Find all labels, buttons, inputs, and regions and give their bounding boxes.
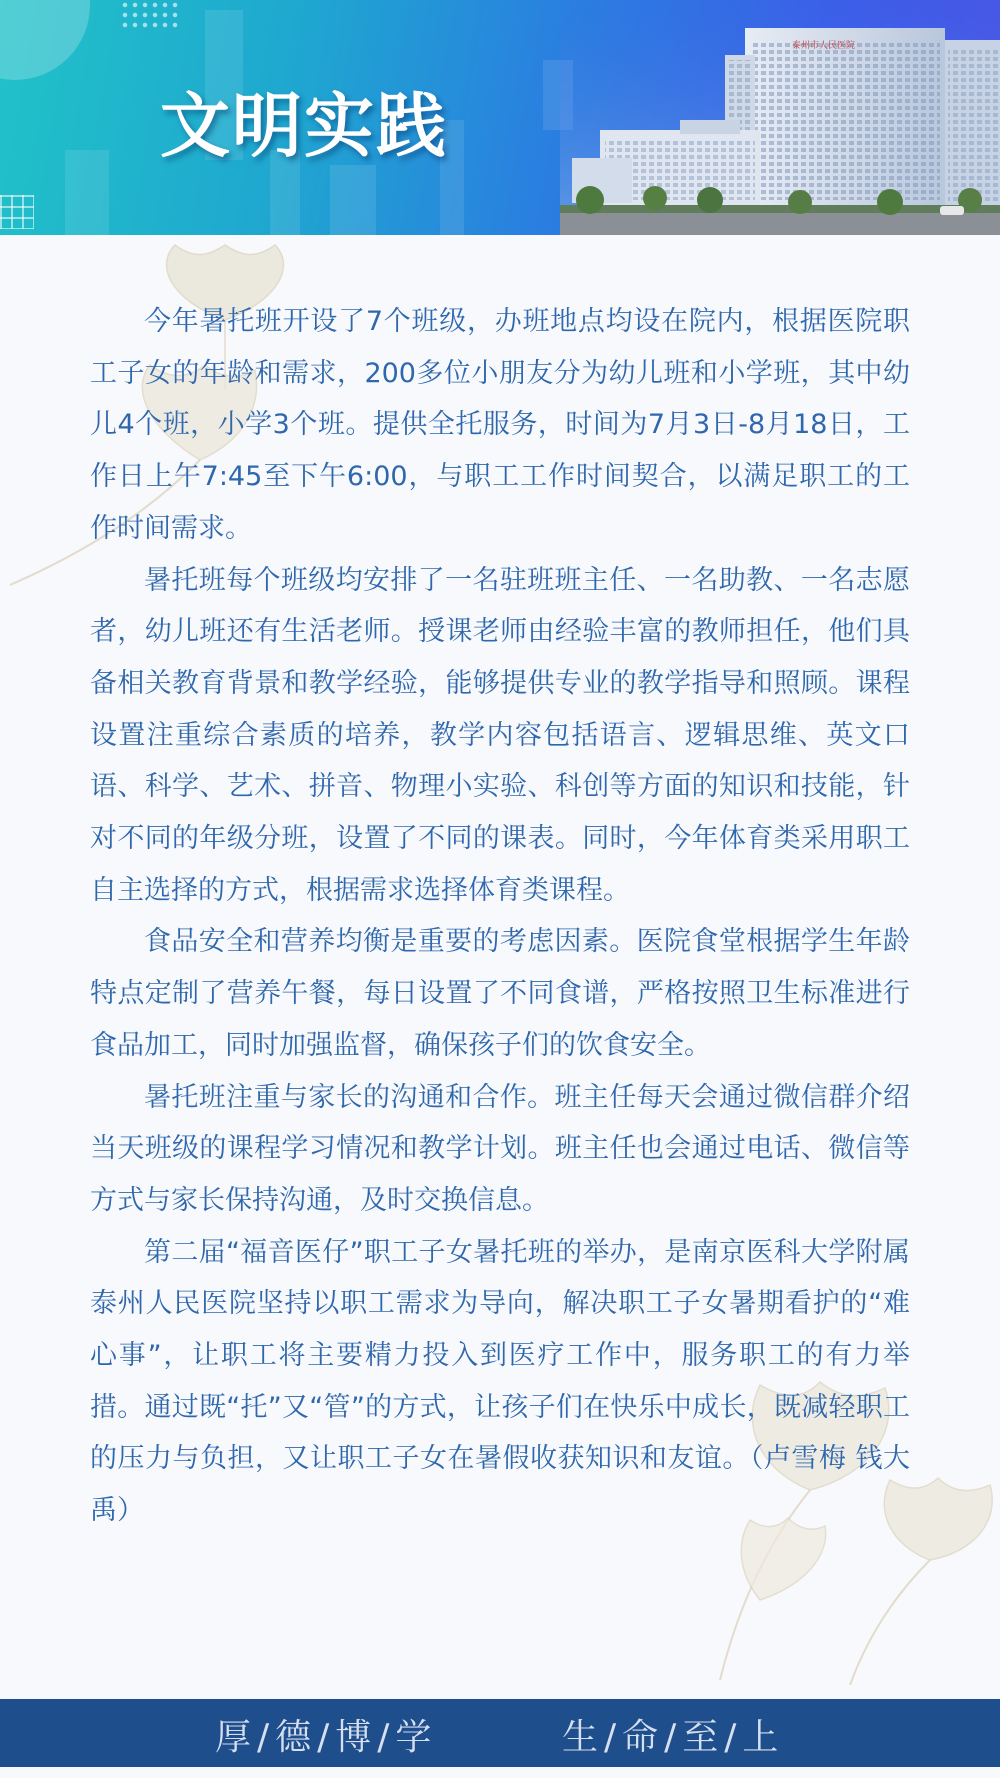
article-paragraph: 暑托班每个班级均安排了一名驻班班主任、一名助教、一名志愿者，幼儿班还有生活老师。授课老师由经验丰富的教师担任，他们具备相关教育背景和教学经验，能够提供专业的教学指导和照顾。课程设置注重综合素质的培养，教学内容包括语言、逻辑思维、英文口语、科学、艺术、拼音、物理小实验、科创等方面的知识和技能，针对不同的年级分班，设置了不同的课表。同时，今年体育类采用职工自主选择的方式，根据需求选择体育类课程。 bbox=[90, 564, 910, 906]
article-paragraph: 暑托班注重与家长的沟通和合作。班主任每天会通过微信群介绍当天班级的课程学习情况和教学计划。班主任也会通过电话、微信等方式与家长保持沟通，及时交换信息。 bbox=[90, 1081, 910, 1216]
decorative-dot-grid bbox=[120, 0, 180, 30]
background-tower bbox=[330, 165, 376, 235]
article-paragraph: 第二届“福音医仔”职工子女暑托班的举办，是南京医科大学附属泰州人民医院坚持以职工需求为导向，解决职工子女暑期看护的“难心事”，让职工将主要精力投入到医疗工作中，服务职工的有力举措。通过既“托”又“管”的方式，让孩子们在快乐中成长，既减轻职工的压力与负担，又让职工子女在暑假收获知识和友谊。（卢雪梅 钱大禹） bbox=[90, 1236, 910, 1527]
decorative-grid-icon bbox=[0, 195, 34, 229]
building-sign: 泰州市人民医院 bbox=[792, 41, 856, 51]
header-banner bbox=[0, 0, 1000, 235]
article-paragraph: 食品安全和营养均衡是重要的考虑因素。医院食堂根据学生年龄特点定制了营养午餐，每日设置了不同食谱，严格按照卫生标准进行食品加工，同时加强监督，确保孩子们的饮食安全。 bbox=[90, 926, 910, 1061]
hospital-building-image bbox=[560, 0, 1000, 235]
motto-left: 厚/德/博/学 bbox=[215, 1717, 438, 1758]
footer-bar bbox=[0, 1699, 1000, 1767]
motto-right: 生/命/至/上 bbox=[562, 1717, 785, 1758]
article-body bbox=[90, 296, 910, 1537]
background-tower bbox=[65, 150, 109, 235]
decorative-circle bbox=[0, 0, 90, 80]
page-title: 文明实践 bbox=[160, 84, 448, 167]
article-paragraph: 今年暑托班开设了7个班级，办班地点均设在院内，根据医院职工子女的年龄和需求，200多位小朋友分为幼儿班和小学班，其中幼儿4个班，小学3个班。提供全托服务，时间为7月3日-8月18日，工作日上午7:45至下午6:00，与职工工作时间契合，以满足职工的工作时间需求。 bbox=[90, 306, 910, 544]
